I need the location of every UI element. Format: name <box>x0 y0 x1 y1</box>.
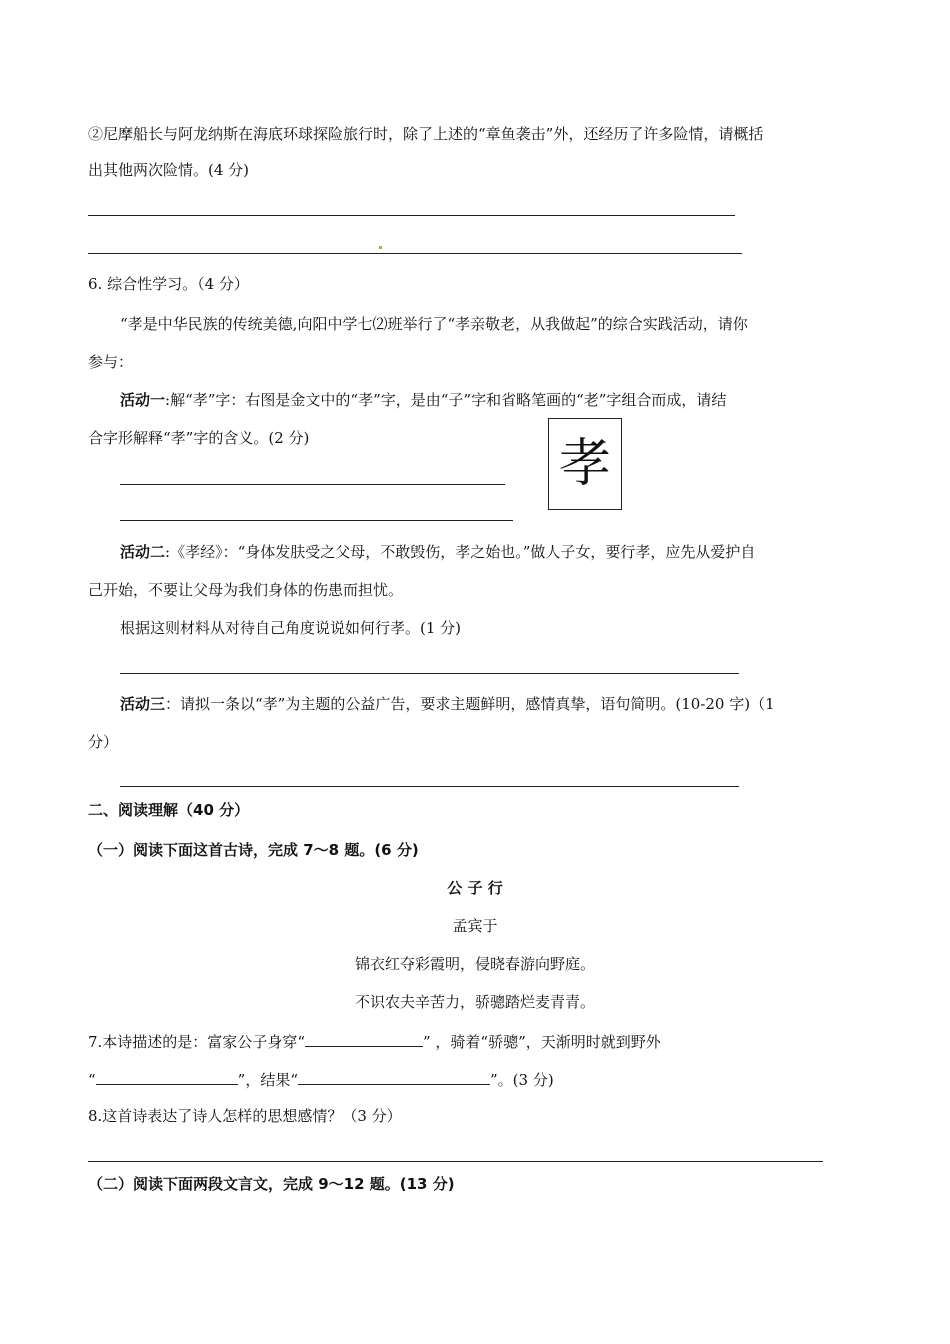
answer-line[interactable] <box>120 484 505 485</box>
q7-blank-destination[interactable] <box>96 1068 238 1085</box>
q7-blank-result[interactable] <box>298 1068 490 1085</box>
q7-line2 <box>88 1068 554 1090</box>
answer-line[interactable] <box>88 1161 823 1162</box>
q5-2-line1: ②尼摩船长与阿龙纳斯在海底环球探险旅行时，除了上述的“章鱼袭击”外，还经历了许多险情，请概括 <box>88 125 764 143</box>
q5-2-line2: 出其他两次险情。(4 分) <box>88 161 250 179</box>
activity2-text: :《孝经》：“身体发肤受之父母，不敢毁伤，孝之始也。”做人子女，要行孝，应先从爱护自 <box>165 543 756 561</box>
poem-author: 孟宾于 <box>452 917 498 935</box>
q7-text-c: “ <box>88 1071 96 1089</box>
q7-blank-clothing[interactable] <box>305 1030 423 1047</box>
answer-line[interactable] <box>120 786 739 787</box>
activity1-label: 活动一 <box>120 391 166 409</box>
activity3-line1 <box>120 694 775 714</box>
activity1-line2: 合字形解释“孝”字的含义。(2 分) <box>88 429 310 447</box>
q7-text-e: ”。(3 分) <box>490 1071 554 1089</box>
answer-line[interactable] <box>120 673 739 674</box>
activity3-text: ：请拟一条以“孝”为主题的公益广告，要求主题鲜明，感情真挚，语句简明。(10-20 字)（1 <box>165 695 775 713</box>
answer-line[interactable] <box>88 215 735 216</box>
q7-line1 <box>88 1030 661 1052</box>
q6-intro-line1: “孝是中华民族的传统美德,向阳中学七⑵班举行了“孝亲敬老，从我做起”的综合实践活动，请你 <box>120 315 748 333</box>
activity2-label: 活动二 <box>120 543 166 561</box>
activity2-line1 <box>120 542 755 562</box>
part2-title: （二）阅读下面两段文言文，完成 9～12 题。(13 分) <box>88 1175 455 1193</box>
answer-line[interactable] <box>88 253 742 254</box>
stray-dot <box>379 246 382 249</box>
q7-text-b: ” ，骑着“骄骢”，天渐明时就到野外 <box>422 1033 661 1051</box>
q7-text-d: ”，结果“ <box>237 1071 299 1089</box>
poem-title: 公 子 行 <box>447 879 503 897</box>
activity2-line2: 己开始，不要让父母为我们身体的伤患而担忧。 <box>88 581 404 599</box>
activity1-line1 <box>120 390 726 410</box>
activity3-line2: 分） <box>88 733 119 751</box>
activity3-label: 活动三 <box>120 695 166 713</box>
svg-text:孝: 孝 <box>558 434 612 494</box>
poem-line1: 锦衣红夺彩霞明，侵晓春游向野庭。 <box>354 955 595 973</box>
xiao-glyph-icon <box>549 419 621 509</box>
q6-intro-line2: 参与： <box>88 353 134 371</box>
activity1-text: :解“孝”字：右图是金文中的“孝”字，是由“子”字和省略笔画的“老”字组合而成，请结 <box>165 391 727 409</box>
q6-heading: 6. 综合性学习。（4 分） <box>88 275 249 293</box>
q7-text-a: 7.本诗描述的是：富家公子身穿“ <box>88 1033 305 1051</box>
answer-line[interactable] <box>120 520 513 521</box>
q8-question: 8.这首诗表达了诗人怎样的思想感情？（3 分） <box>88 1107 402 1125</box>
jinwen-xiao-character-image <box>548 418 622 510</box>
activity2-question: 根据这则材料从对待自己角度说说如何行孝。(1 分) <box>120 619 462 637</box>
poem-line2: 不识农夫辛苦力，骄骢踏烂麦青青。 <box>354 993 595 1011</box>
section2-title: 二、阅读理解（40 分） <box>88 801 250 819</box>
part1-title: （一）阅读下面这首古诗，完成 7～8 题。(6 分) <box>88 841 419 859</box>
